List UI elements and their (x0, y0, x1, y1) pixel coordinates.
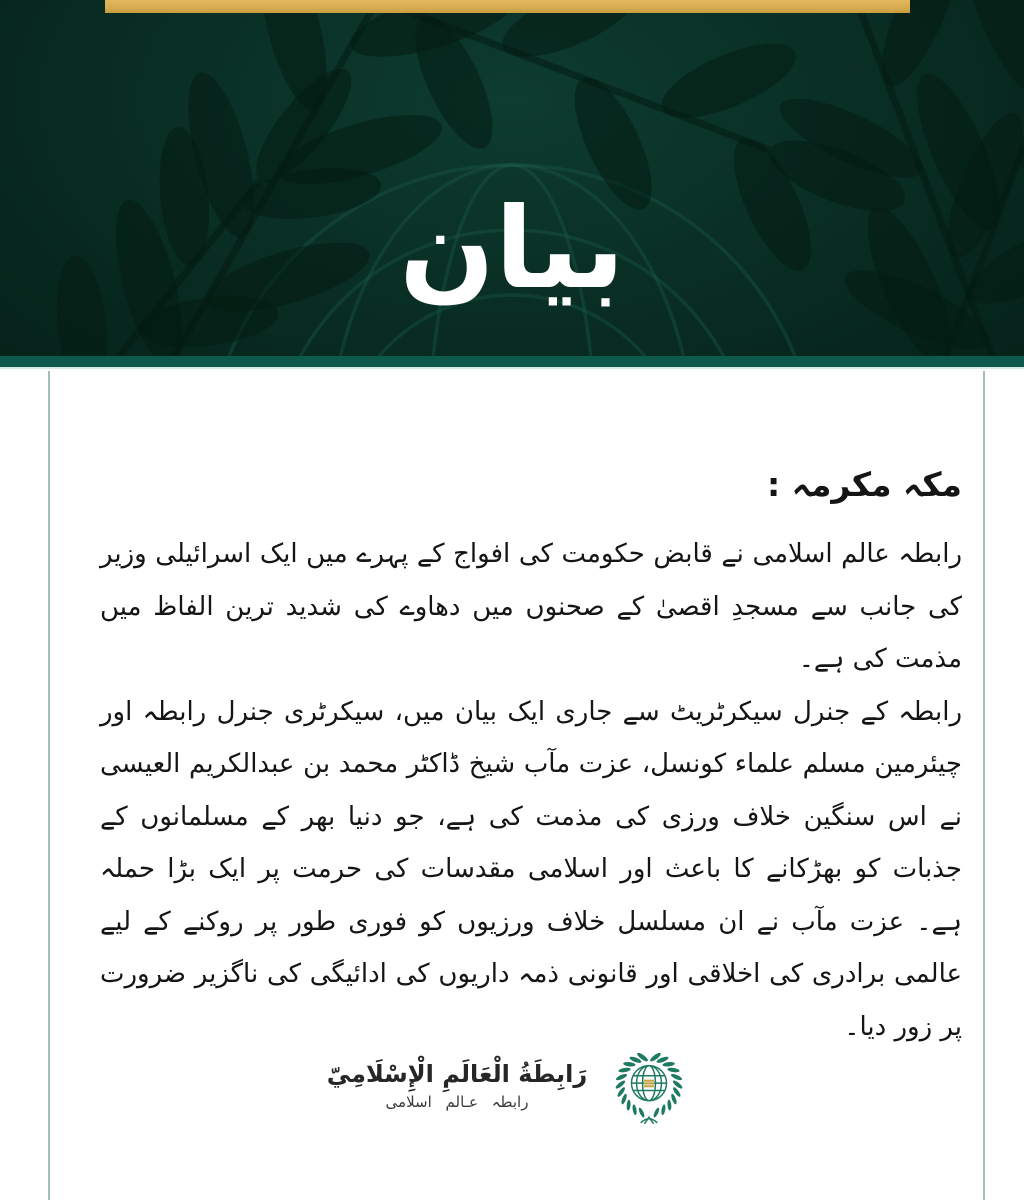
emblem-wreath-icon (615, 1051, 684, 1118)
dateline: مکہ مکرمہ : (766, 465, 962, 504)
statement-paragraph: رابطہ عالم اسلامی نے قابض حکومت کی افواج کے پہرے میں ایک اسرائیلی وزیر کی جانب سے مسجدِ اقصیٰ کے صحنوں میں دھاوے کی شدید ترین الفاظ میں مذمت کی ہے۔ (100, 539, 962, 675)
emblem-stems-icon (641, 1117, 658, 1123)
mwl-urdu-caption: رابطہ عـالم اسلامی (385, 1092, 529, 1111)
mwl-logo-text (327, 1060, 587, 1111)
mwl-arabic-calligraphy: رَابِطَةُ الْعَالَمِ الْإِسْلَامِيّ (326, 1059, 588, 1088)
emblem-gold-bars-icon (644, 1080, 654, 1088)
statement-paragraph: رابطہ کے جنرل سیکرٹریٹ سے جاری ایک بیان میں، سیکرٹری جنرل رابطہ اور چیئرمین مسلم علماء کونسل، عزت مآب شیخ ڈاکٹر محمد بن عبدالکریم العیسی نے اس سنگین خلاف ورزی کی مذمت کی ہے، جو دنیا بھر کے مسلمانوں کے جذبات کو بھڑکانے کا باعث اور اسلامی مقدسات کی حرمت پر ایک بڑا حملہ ہے۔ عزت مآب نے ان مسلسل خلاف ورزیوں کو فوری طور پر روکنے کے لیے عالمی برادری کی اخلاقی اور قانونی ذمہ داریوں کی ادائیگی کی ناگزیر ضرورت پر زور دیا۔ (100, 696, 962, 1042)
statement-body (100, 371, 962, 1053)
mwl-logo-lockup (0, 1042, 1024, 1128)
statement-title: بيان (399, 184, 625, 314)
laurel-globe-emblem-icon (601, 1042, 697, 1128)
header-banner (0, 0, 1024, 356)
teal-divider-band (0, 356, 1024, 369)
gold-accent-bar (105, 0, 910, 13)
